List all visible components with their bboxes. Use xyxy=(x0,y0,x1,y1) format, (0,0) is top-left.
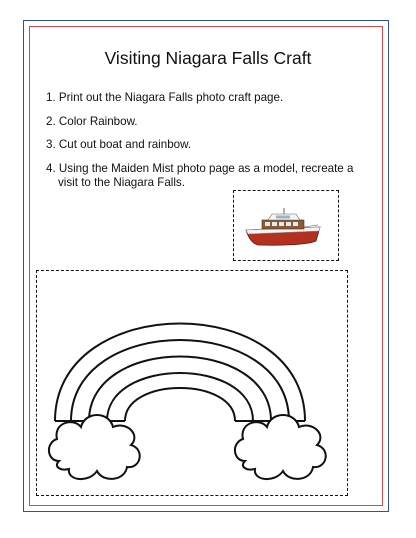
step-number: 2. xyxy=(46,114,56,128)
step-number: 3. xyxy=(46,138,56,151)
right-cloud-icon xyxy=(235,415,326,479)
rainbow-cutout-box xyxy=(36,270,348,496)
instruction-step xyxy=(46,115,376,129)
instruction-step xyxy=(46,162,376,190)
step-number: 1. xyxy=(46,91,56,104)
step-text: Print out the Niagara Falls photo craft page. xyxy=(58,91,284,104)
boat-cutout-box xyxy=(233,190,339,261)
left-cloud-icon xyxy=(49,415,140,479)
instruction-step xyxy=(46,138,376,152)
instruction-list xyxy=(46,91,376,199)
step-number: 4. xyxy=(46,161,56,175)
page-title: Visiting Niagara Falls Craft xyxy=(104,48,312,68)
boat-icon xyxy=(234,191,340,262)
step-text: Using the Maiden Mist photo page as a model, recreate a visit to the Niagara Falls. xyxy=(58,161,354,189)
instruction-step xyxy=(46,91,376,105)
step-text: Cut out boat and rainbow. xyxy=(58,138,192,151)
rainbow-icon xyxy=(37,271,349,497)
step-text: Color Rainbow. xyxy=(58,114,138,128)
